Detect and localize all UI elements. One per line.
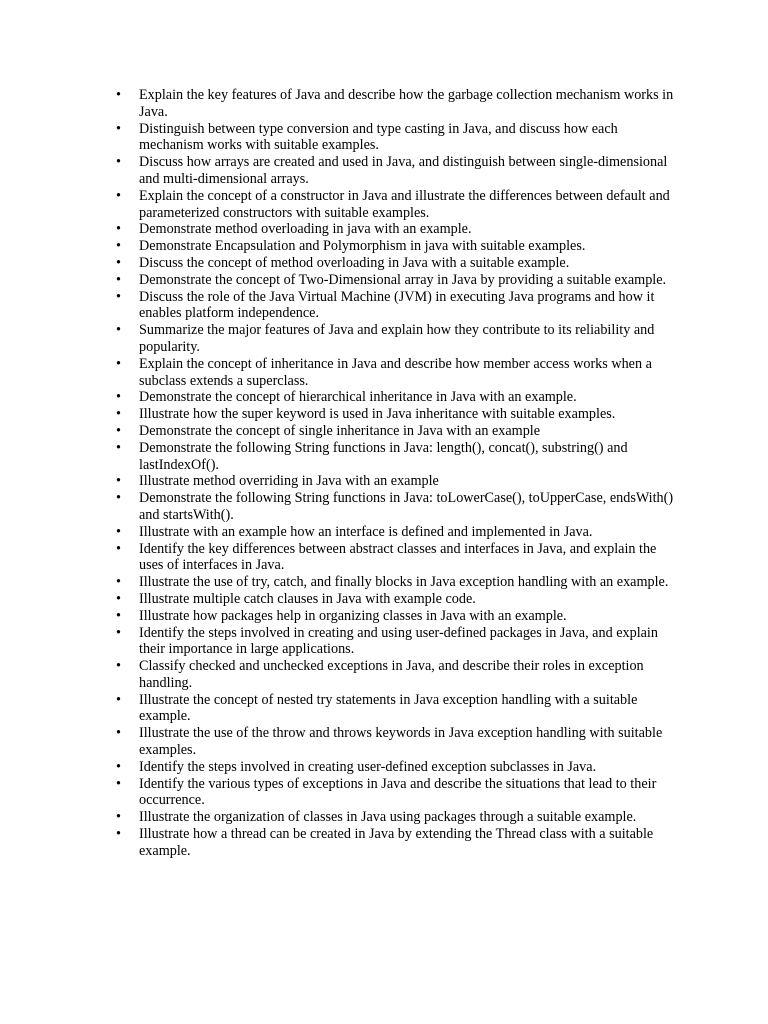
question-item <box>116 826 679 860</box>
question-text: Demonstrate the concept of Two-Dimensional array in Java by providing a suitable example. <box>139 271 667 288</box>
bullet-icon: • <box>116 490 121 507</box>
question-text: Identify the key differences between abstract classes and interfaces in Java, and explain the uses of interfaces in Java. <box>139 540 657 574</box>
bullet-icon: • <box>116 422 121 439</box>
question-text: Demonstrate method overloading in java with an example. <box>139 221 472 238</box>
bullet-icon: • <box>116 590 121 607</box>
bullet-icon: • <box>116 540 121 557</box>
question-item <box>116 624 679 659</box>
bullet-icon: • <box>116 624 121 641</box>
question-item <box>116 288 679 323</box>
bullet-icon: • <box>116 473 121 490</box>
question-text: Discuss how arrays are created and used in Java, and distinguish between single-dimensional and multi-dimensional arrays. <box>139 154 668 187</box>
bullet-icon: • <box>116 271 121 288</box>
question-item <box>116 389 679 406</box>
question-text: Demonstrate the following String functions in Java: toLowerCase(), toUpperCase, endsWith() and startsWith(). <box>139 490 674 523</box>
question-item <box>116 87 679 121</box>
question-item <box>116 254 679 272</box>
question-item <box>116 607 679 625</box>
question-item <box>116 523 679 541</box>
question-text: Illustrate the organization of classes in Java using packages through a suitable example. <box>139 809 637 826</box>
question-item <box>116 473 679 490</box>
question-item <box>116 322 679 356</box>
question-text: Illustrate multiple catch clauses in Java with example code. <box>139 590 476 607</box>
question-text: Explain the concept of inheritance in Java and describe how member access works when a subclass extends a superclass. <box>139 355 652 389</box>
question-item <box>116 574 679 591</box>
bullet-icon: • <box>116 406 121 423</box>
bullet-icon: • <box>116 288 121 305</box>
question-text: Illustrate how the super keyword is used in Java inheritance with suitable examples. <box>139 406 616 423</box>
bullet-icon: • <box>116 187 121 204</box>
question-item <box>116 271 679 289</box>
bullet-icon: • <box>116 221 121 238</box>
question-text: Identify the various types of exceptions in Java and describe the situations that lead to their occurrence. <box>139 775 657 809</box>
question-item <box>116 758 679 776</box>
question-text: Classify checked and unchecked exceptions in Java, and describe their roles in exception handling. <box>139 658 644 691</box>
question-text: Demonstrate the concept of single inheritance in Java with an example <box>139 422 541 439</box>
bullet-icon: • <box>116 238 121 255</box>
bullet-icon: • <box>116 120 121 137</box>
bullet-icon: • <box>116 523 121 540</box>
bullet-icon: • <box>116 355 121 372</box>
question-text: Illustrate how packages help in organizing classes in Java with an example. <box>139 607 567 624</box>
question-item <box>116 406 679 423</box>
question-text: Identify the steps involved in creating and using user-defined packages in Java, and explain their importance in large applications. <box>139 624 658 658</box>
question-item <box>116 725 679 759</box>
bullet-icon: • <box>116 725 121 742</box>
question-item <box>116 439 679 474</box>
question-text: Demonstrate Encapsulation and Polymorphism in java with suitable examples. <box>139 238 586 255</box>
question-text: Discuss the role of the Java Virtual Machine (JVM) in executing Java programs and how it enables platform independence. <box>139 288 655 322</box>
question-item <box>116 120 679 155</box>
question-text: Identify the steps involved in creating user-defined exception subclasses in Java. <box>139 758 597 775</box>
bullet-icon: • <box>116 574 121 591</box>
question-text: Explain the concept of a constructor in Java and illustrate the differences between default and parameterized constructors with suitable examples. <box>139 187 670 221</box>
question-item <box>116 238 679 255</box>
bullet-icon: • <box>116 254 121 271</box>
question-text: Illustrate method overriding in Java with an example <box>139 473 439 490</box>
question-item <box>116 154 679 188</box>
question-text: Illustrate the concept of nested try statements in Java exception handling with a suitable example. <box>139 691 638 725</box>
bullet-icon: • <box>116 691 121 708</box>
question-text: Distinguish between type conversion and type casting in Java, and discuss how each mechanism works with suitable examples. <box>139 120 618 154</box>
question-item <box>116 590 679 608</box>
bullet-icon: • <box>116 775 121 792</box>
question-list <box>116 87 679 860</box>
question-text: Illustrate with an example how an interface is defined and implemented in Java. <box>139 523 593 540</box>
question-item <box>116 658 679 692</box>
question-item <box>116 187 679 222</box>
bullet-icon: • <box>116 758 121 775</box>
bullet-icon: • <box>116 87 121 103</box>
question-text: Illustrate how a thread can be created in Java by extending the Thread class with a suitable example. <box>139 826 654 859</box>
question-text: Demonstrate the following String functions in Java: length(), concat(), substring() and lastIndexOf(). <box>139 439 628 473</box>
question-item <box>116 540 679 575</box>
question-text: Discuss the concept of method overloading in Java with a suitable example. <box>139 254 570 271</box>
bullet-icon: • <box>116 439 121 456</box>
bullet-icon: • <box>116 154 121 171</box>
bullet-icon: • <box>116 809 121 826</box>
question-item <box>116 422 679 440</box>
question-item <box>116 490 679 524</box>
question-item <box>116 355 679 390</box>
question-item <box>116 691 679 726</box>
question-text: Explain the key features of Java and describe how the garbage collection mechanism works in Java. <box>139 87 674 120</box>
bullet-icon: • <box>116 322 121 339</box>
bullet-icon: • <box>116 826 121 843</box>
question-item <box>116 221 679 238</box>
bullet-icon: • <box>116 389 121 406</box>
question-text: Illustrate the use of try, catch, and finally blocks in Java exception handling with an example. <box>139 574 669 591</box>
bullet-icon: • <box>116 607 121 624</box>
question-text: Demonstrate the concept of hierarchical inheritance in Java with an example. <box>139 389 577 406</box>
question-text: Summarize the major features of Java and explain how they contribute to its reliability and popularity. <box>139 322 655 355</box>
question-text: Illustrate the use of the throw and throws keywords in Java exception handling with suitable examples. <box>139 725 663 759</box>
bullet-icon: • <box>116 658 121 675</box>
question-item <box>116 775 679 810</box>
question-item <box>116 809 679 826</box>
